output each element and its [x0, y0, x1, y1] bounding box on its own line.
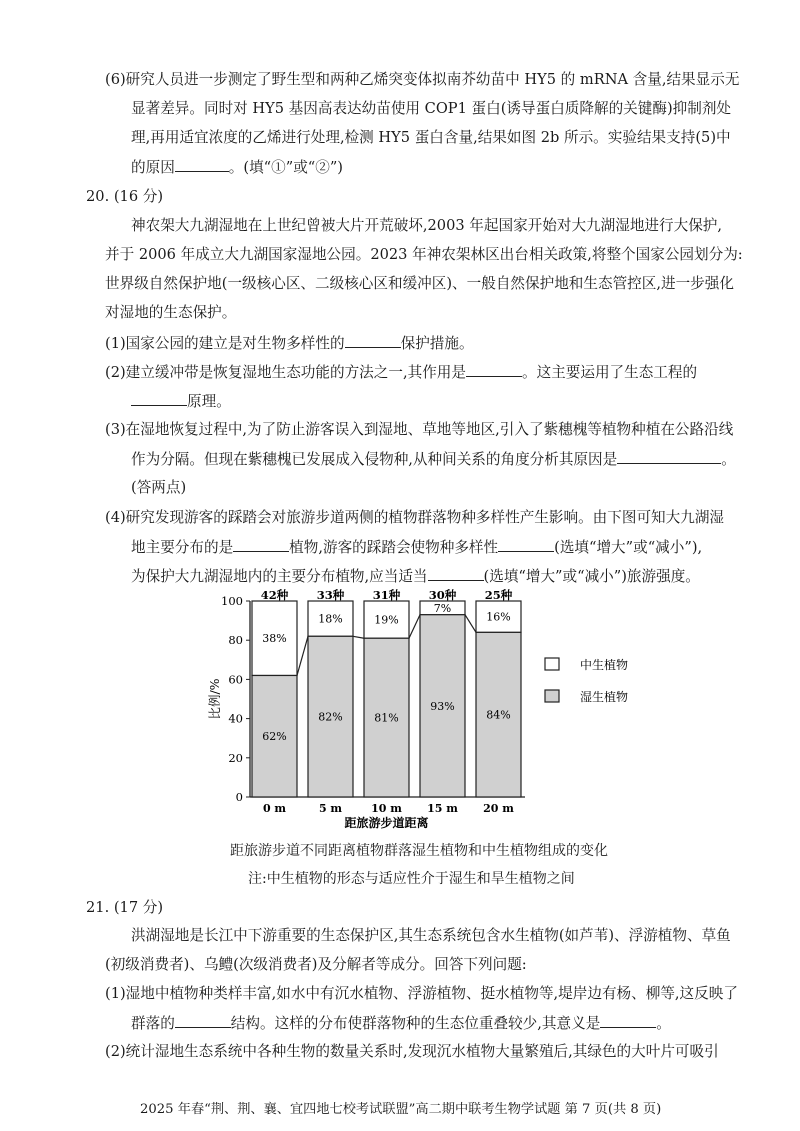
q19-p6-text-b: 。(填“①”或“②”) — [228, 159, 343, 176]
x-tick-label: 20 m — [483, 802, 514, 815]
species-count-label: 42种 — [260, 588, 289, 602]
q19-p6-line4 — [131, 157, 343, 178]
species-count-label: 25种 — [484, 588, 513, 602]
data-label-wetland: 84% — [486, 708, 511, 722]
q20-intro-line4: 对湿地的生态保护。 — [105, 304, 237, 321]
q21-q1-text-b: 结构。这样的分布使群落物种的生态位重叠较少,其意义是 — [230, 1015, 601, 1032]
data-label-wetland: 62% — [262, 730, 287, 744]
q20-header: 20. (16 分) — [86, 188, 164, 205]
q21-header: 21. (17 分) — [86, 899, 164, 916]
q20-q3-line1: (3)在湿地恢复过程中,为了防止游客误入到湿地、草地等地区,引入了紫穗槐等植物种植在公路沿线 — [105, 421, 734, 438]
answer-blank[interactable] — [175, 157, 229, 172]
data-label-mesophyte: 19% — [374, 613, 399, 627]
x-tick-label: 15 m — [427, 802, 458, 815]
q20-q2-text-b: 。这主要运用了生态工程的 — [521, 364, 698, 381]
q20-q4-line1: (4)研究发现游客的踩踏会对旅游步道两侧的植物群落物种多样性产生影响。由下图可知大九湖湿 — [105, 509, 725, 526]
answer-blank[interactable] — [466, 362, 522, 377]
stacked-bar-chart — [205, 588, 675, 833]
q19-p6-line1: (6)研究人员进一步测定了野生型和两种乙烯突变体拟南芥幼苗中 HY5 的 mRNA 含量,结果显示无 — [105, 71, 740, 88]
answer-blank[interactable] — [345, 333, 401, 348]
data-label-mesophyte: 7% — [433, 601, 452, 615]
y-tick-label: 80 — [228, 633, 243, 648]
q20-q4-text-e: (选填“增大”或“减小”)旅游强度。 — [483, 568, 700, 585]
q19-p6-text-a: 的原因 — [131, 159, 175, 176]
data-label-mesophyte: 38% — [262, 632, 287, 646]
q20-q2-text-c: 原理。 — [187, 393, 231, 410]
q20-intro-line2: 并于 2006 年成立大九湖国家湿地公园。2023 年神农架林区出台相关政策,将整个国家公园划分为: — [105, 246, 743, 263]
y-tick-label: 0 — [235, 790, 243, 804]
answer-blank[interactable] — [498, 537, 554, 552]
bar-connector — [297, 636, 308, 675]
q20-q1-text-a: (1)国家公园的建立是对生物多样性的 — [105, 335, 345, 352]
q20-q1-text-b: 保护措施。 — [400, 335, 474, 352]
q21-q1-text-a: 群落的 — [131, 1015, 175, 1032]
q19-p6-line2: 显著差异。同时对 HY5 基因高表达幼苗使用 COP1 蛋白(诱导蛋白质降解的关键酶)抑制剂处 — [131, 100, 732, 117]
q20-q2-text-a: (2)建立缓冲带是恢复湿地生态功能的方法之一,其作用是 — [105, 364, 466, 381]
q21-q2-line1: (2)统计湿地生态系统中各种生物的数量关系时,发现沉水植物大量繁殖后,其绿色的大叶片可吸引 — [105, 1043, 719, 1060]
q20-q2 — [105, 362, 697, 383]
answer-blank[interactable] — [175, 1013, 231, 1028]
q20-intro-line3: 世界级自然保护地(一级核心区、二级核心区和缓冲区)、一般自然保护地和生态管控区,进一步强化 — [105, 275, 734, 292]
x-tick-label: 5 m — [318, 802, 343, 815]
chart-caption: 距旅游步道不同距离植物群落湿生植物和中生植物组成的变化 — [230, 843, 608, 859]
species-count-label: 33种 — [316, 588, 345, 602]
y-axis-label: 比例/% — [207, 678, 222, 720]
q20-q4-text-c: (选填“增大”或“减小”), — [554, 539, 703, 556]
q21-q1-line2 — [131, 1013, 671, 1034]
q20-q4-text-a: 地主要分布的是 — [131, 539, 234, 556]
bar-connector — [353, 636, 364, 638]
q21-q1-text-c: 。 — [656, 1015, 671, 1032]
answer-blank[interactable] — [428, 566, 484, 581]
legend-label-mesophyte: 中生植物 — [580, 658, 629, 672]
bar-connector — [409, 615, 420, 639]
q20-q3-line3: (答两点) — [131, 479, 187, 496]
legend-swatch-wetland — [545, 690, 559, 702]
q20-intro-line1: 神农架大九湖湿地在上世纪曾被大片开荒破坏,2003 年起国家开始对大九湖湿地进行大保护, — [131, 217, 723, 234]
species-count-label: 31种 — [372, 588, 401, 602]
y-tick-label: 20 — [228, 750, 243, 765]
data-label-wetland: 82% — [318, 710, 343, 724]
q21-q1-line1: (1)湿地中植物种类样丰富,如水中有沉水植物、浮游植物、挺水植物等,堤岸边有杨、柳等,这反映了 — [105, 985, 738, 1002]
y-tick-label: 60 — [228, 672, 243, 687]
legend-swatch-mesophyte — [545, 658, 559, 670]
x-axis-label: 距旅游步道距离 — [344, 816, 429, 830]
data-label-wetland: 81% — [374, 711, 399, 725]
answer-blank[interactable] — [617, 449, 721, 464]
q20-q4-text-d: 为保护大九湖湿地内的主要分布植物,应当适当 — [131, 568, 428, 585]
q20-q3-text-b: 。 — [721, 451, 736, 468]
data-label-mesophyte: 18% — [318, 612, 343, 626]
chart-note: 注:中生植物的形态与适应性介于湿生和旱生植物之间 — [248, 871, 575, 887]
q20-q4-text-b: 植物,游客的踩踏会使物种多样性 — [289, 539, 499, 556]
q21-intro-line2: (初级消费者)、乌鳢(次级消费者)及分解者等成分。回答下列问题: — [105, 956, 527, 973]
q20-q1 — [105, 333, 474, 354]
bar-connector — [465, 615, 476, 633]
q19-p6-line3: 理,再用适宜浓度的乙烯进行处理,检测 HY5 蛋白含量,结果如图 2b 所示。实验结果支持(5)中 — [131, 129, 731, 146]
q20-q4-line3 — [131, 566, 700, 587]
q20-q4-line2 — [131, 537, 702, 558]
x-tick-label: 0 m — [262, 802, 287, 815]
page-footer: 2025 年春“荆、荆、襄、宜四地七校考试联盟”高二期中联考生物学试题 第 7 页(共 8 页) — [140, 1102, 662, 1117]
answer-blank[interactable] — [131, 391, 187, 406]
data-label-mesophyte: 16% — [486, 610, 511, 624]
x-tick-label: 10 m — [371, 802, 402, 815]
q20-q2-cont — [131, 391, 231, 412]
answer-blank[interactable] — [600, 1013, 656, 1028]
q20-q3-line2 — [131, 449, 736, 470]
species-count-label: 30种 — [428, 588, 457, 602]
q20-q3-text-a: 作为分隔。但现在紫穗槐已发展成入侵物种,从种间关系的角度分析其原因是 — [131, 451, 618, 468]
legend-label-wetland: 湿生植物 — [580, 690, 629, 704]
y-tick-label: 40 — [228, 711, 243, 726]
q21-intro-line1: 洪湖湿地是长江中下游重要的生态保护区,其生态系统包含水生植物(如芦苇)、浮游植物、草鱼 — [131, 927, 731, 944]
answer-blank[interactable] — [233, 537, 289, 552]
y-tick-label: 100 — [221, 594, 243, 608]
data-label-wetland: 93% — [430, 699, 455, 713]
